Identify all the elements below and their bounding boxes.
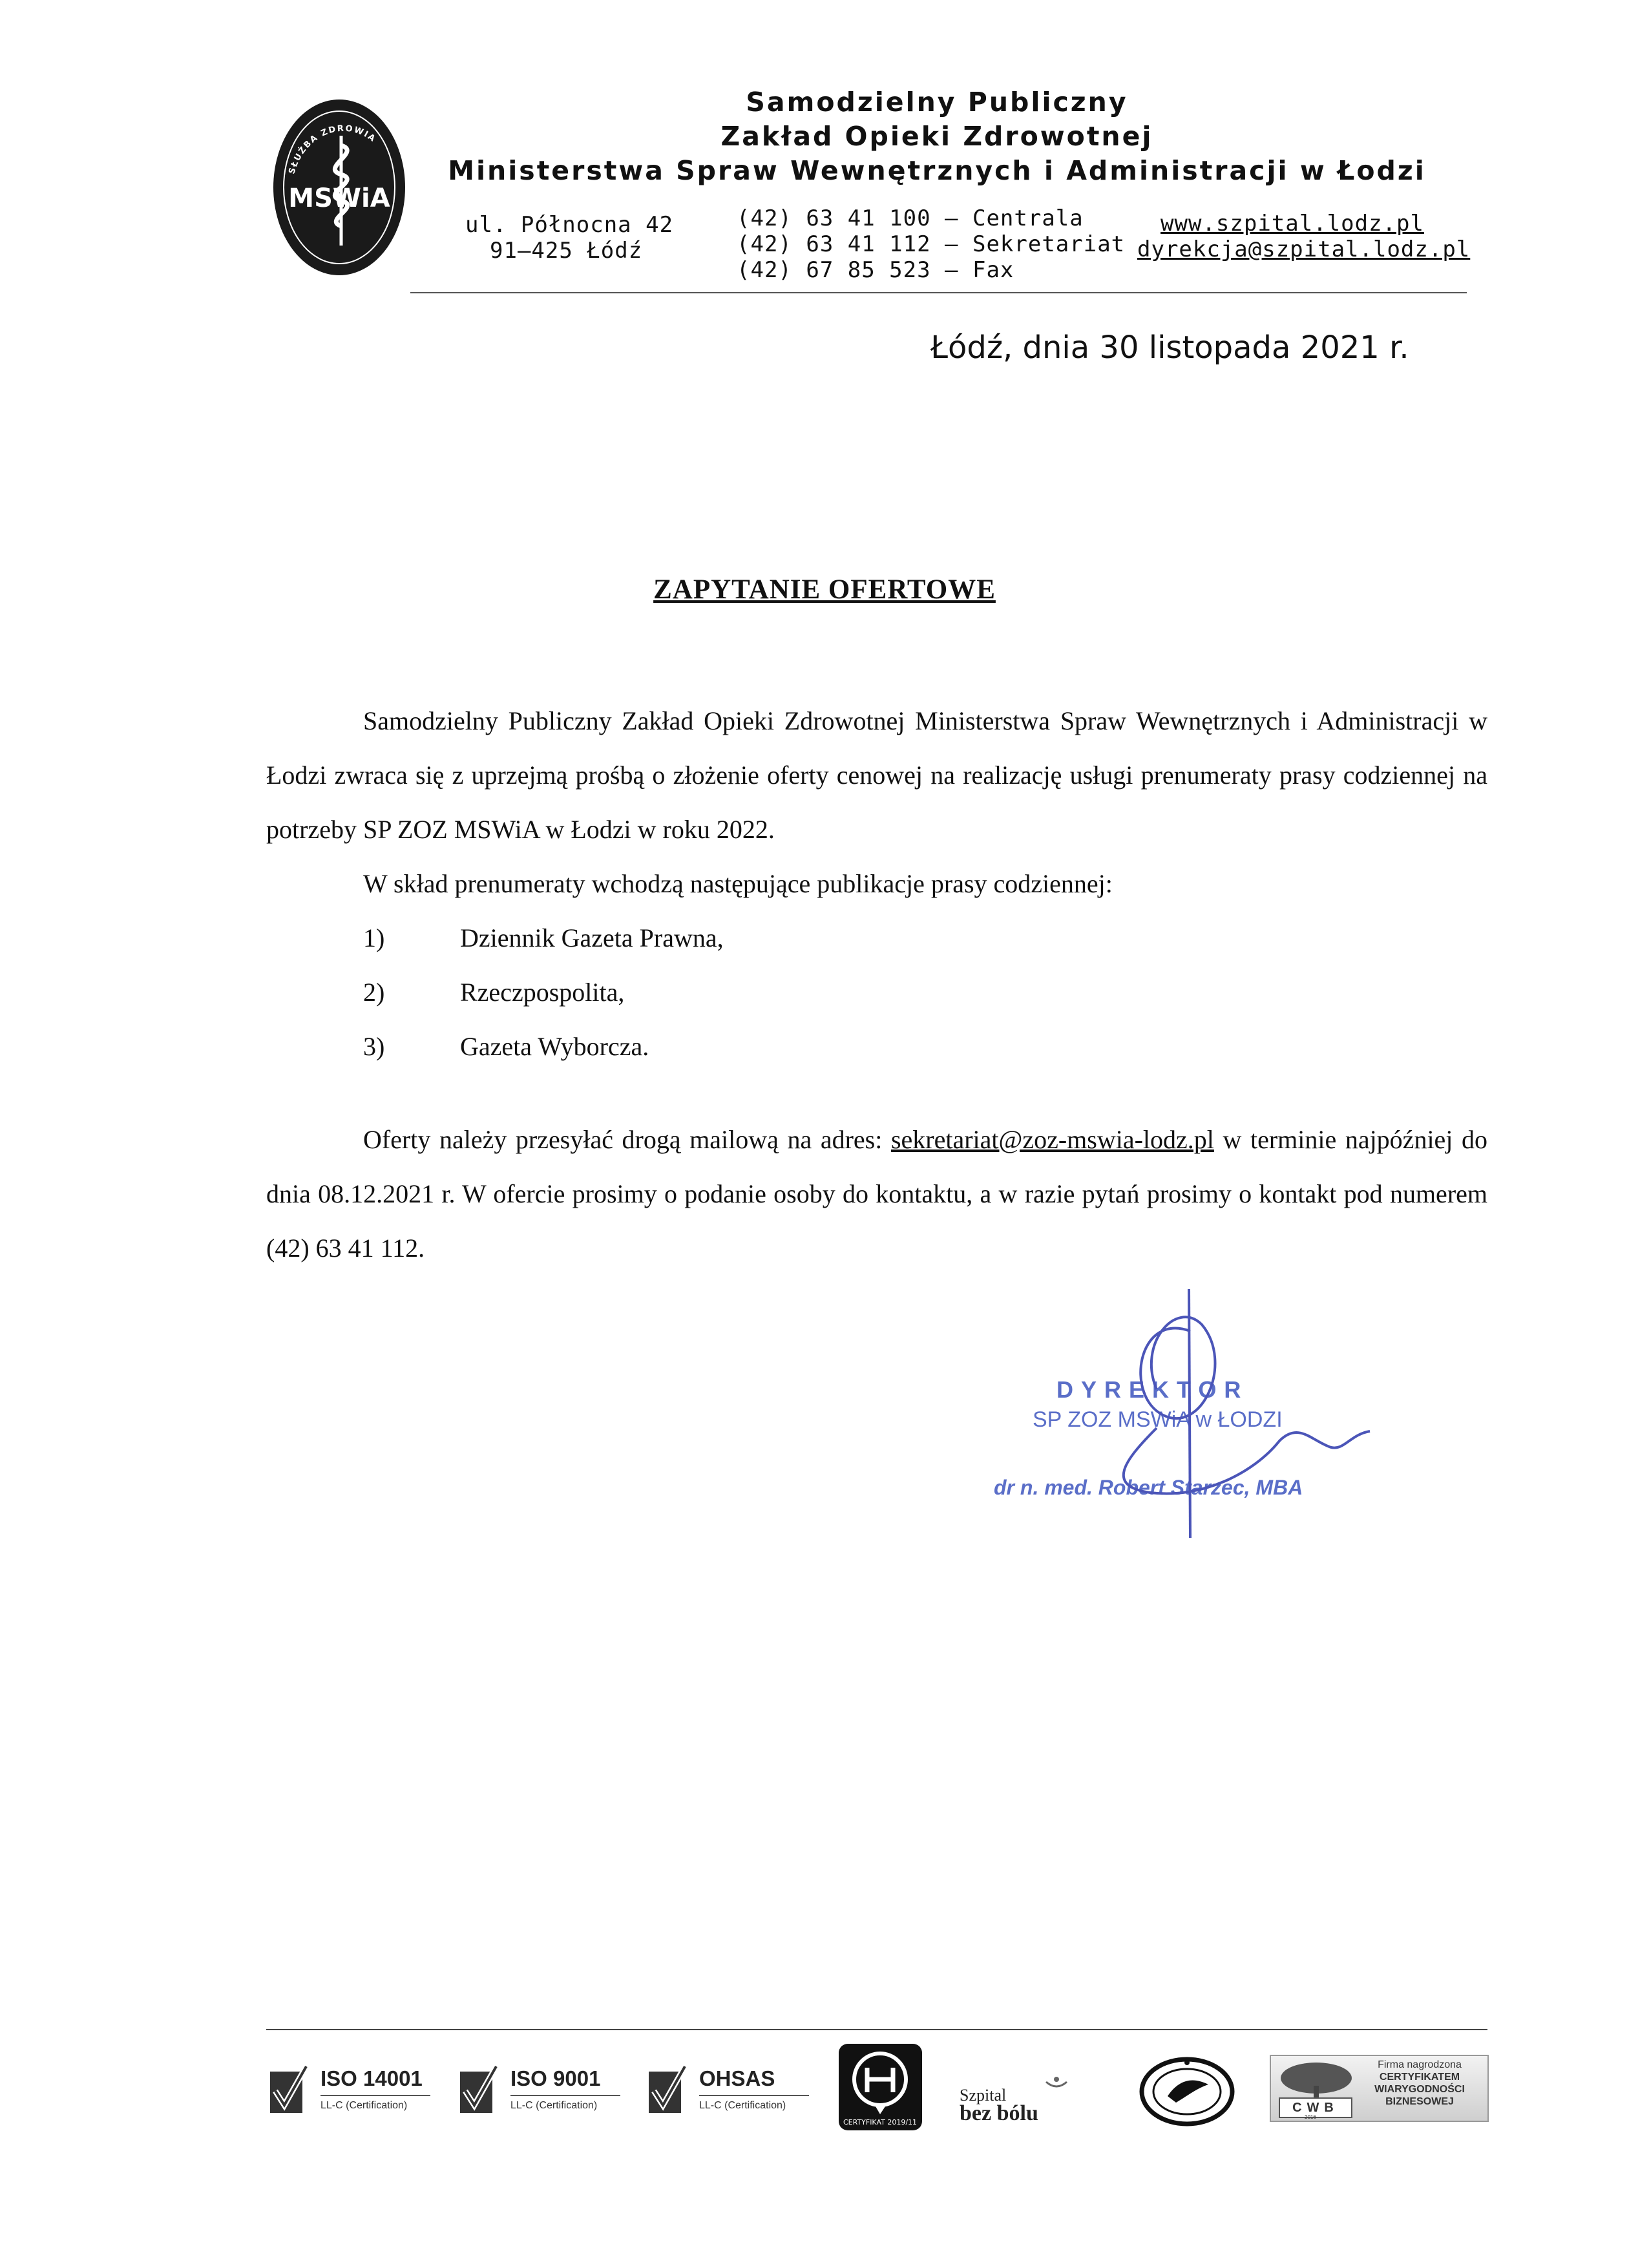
paragraph-publications-intro: W skład prenumeraty wchodzą następujące publikacje prasy codziennej: [363, 869, 1113, 898]
cwb-certificate-badge [1270, 2055, 1489, 2122]
certificate-title: ISO 14001 [320, 2066, 423, 2090]
cwb-line1: Firma nagrodzona [1378, 2059, 1462, 2070]
list-item-text: Gazeta Wyborcza. [460, 1032, 649, 1061]
svg-text:MSWiA: MSWiA [288, 184, 390, 213]
checkmark-icon [270, 2065, 308, 2117]
institution-name [388, 85, 1486, 188]
certificate-title: OHSAS [699, 2066, 775, 2090]
checkmark-icon [460, 2065, 498, 2117]
phone-centrala: (42) 63 41 100 – Centrala [737, 205, 1084, 231]
institution-name-line1: Samodzielny Publiczny [746, 87, 1128, 118]
tree-icon [1277, 2060, 1355, 2099]
list-item-text: Dziennik Gazeta Prawna, [460, 923, 724, 952]
institution-name-line3: Ministerstwa Spraw Wewnętrznych i Administracji w Łodzi [448, 155, 1426, 186]
handwritten-signature [1008, 1286, 1409, 1557]
certificate-rule [510, 2095, 620, 2096]
certificate-subtitle: LL-C (Certification) [510, 2100, 598, 2111]
paragraph-submission [266, 1113, 1487, 1276]
checkmark-icon [649, 2065, 686, 2117]
address-city: 91–425 Łódź [490, 238, 643, 264]
list-item [266, 1020, 1487, 1074]
pain-free-hospital-badge [960, 2073, 1089, 2125]
address [465, 212, 674, 264]
submission-text-end: w terminie najpóźniej do dnia 08.12.2021 r. W ofercie prosimy o podanie osoby do kontaktu, a w razie pytań prosimy o kontakt pod numerem (42) 63 41 112. [266, 1125, 1487, 1263]
phone-numbers [737, 205, 1125, 283]
cwb-line3: WIARYGODNOŚCI [1374, 2084, 1465, 2095]
signature-title: DYREKTOR [1056, 1376, 1249, 1403]
email-link[interactable]: dyrekcja@szpital.lodz.pl [1137, 236, 1471, 262]
certificate-subtitle: LL-C (Certification) [699, 2100, 786, 2111]
submission-text-start: Oferty należy przesyłać drogą mailową na adres: [363, 1125, 891, 1154]
phone-fax: (42) 67 85 523 – Fax [737, 257, 1014, 283]
list-item-text: Rzeczpospolita, [460, 978, 625, 1007]
list-item [266, 911, 1487, 965]
list-item-number: 3) [363, 1032, 385, 1061]
certificate-rule [320, 2095, 430, 2096]
document-title: ZAPYTANIE OFERTOWE [653, 574, 996, 605]
pain-free-line2: bez bólu [960, 2101, 1038, 2125]
smile-icon [1037, 2073, 1076, 2092]
web-contacts [1137, 211, 1471, 262]
footer-divider [266, 2029, 1487, 2030]
address-street: ul. Północna 42 [465, 212, 674, 238]
certification-seal [1139, 2056, 1235, 2127]
document-date: Łódź, dnia 30 listopada 2021 r. [930, 330, 1409, 366]
cwb-text [1355, 2059, 1484, 2108]
website-link[interactable]: www.szpital.lodz.pl [1161, 211, 1424, 236]
submission-email-link[interactable]: sekretariat@zoz-mswia-lodz.pl [890, 1125, 1214, 1154]
list-item-number: 2) [363, 978, 385, 1007]
header-divider [410, 292, 1467, 293]
pain-free-line1: Szpital [960, 2086, 1007, 2105]
quality-certificate-badge [837, 2042, 924, 2132]
svg-text:SŁUŻBA ZDROWIA: SŁUŻBA ZDROWIA [287, 123, 378, 176]
mswia-logo [271, 97, 407, 278]
list-item [266, 965, 1487, 1020]
svg-text:CERTYFIKAT 2019/11: CERTYFIKAT 2019/11 [843, 2118, 918, 2126]
spacer [266, 1074, 1487, 1113]
certificate-title: ISO 9001 [510, 2066, 601, 2090]
certificate-subtitle: LL-C (Certification) [320, 2100, 408, 2111]
signature-unit: SP ZOZ MSWiA w ŁODZI [1033, 1407, 1283, 1432]
certificate-rule [699, 2095, 809, 2096]
paragraph-request: Samodzielny Publiczny Zakład Opieki Zdrowotnej Ministerstwa Spraw Wewnętrznych i Administracji w Łodzi zwraca się z uprzejmą prośbą o złożenie oferty cenowej na realizację usługi prenumeraty prasy codziennej na potrzeby SP ZOZ MSWiA w Łodzi w roku 2022. [266, 706, 1487, 844]
cwb-year: 2016 [1305, 2114, 1316, 2120]
phone-sekretariat: (42) 63 41 112 – Sekretariat [737, 231, 1126, 257]
letter-body [266, 694, 1487, 1276]
list-item-number: 1) [363, 923, 385, 952]
cwb-line2: CERTYFIKATEM [1379, 2072, 1460, 2083]
cwb-line4: BIZNESOWEJ [1385, 2096, 1454, 2107]
institution-name-line2: Zakład Opieki Zdrowotnej [720, 121, 1153, 152]
cwb-logo: CWB [1279, 2097, 1352, 2118]
signature-name: dr n. med. Robert Starzec, MBA [994, 1476, 1303, 1499]
